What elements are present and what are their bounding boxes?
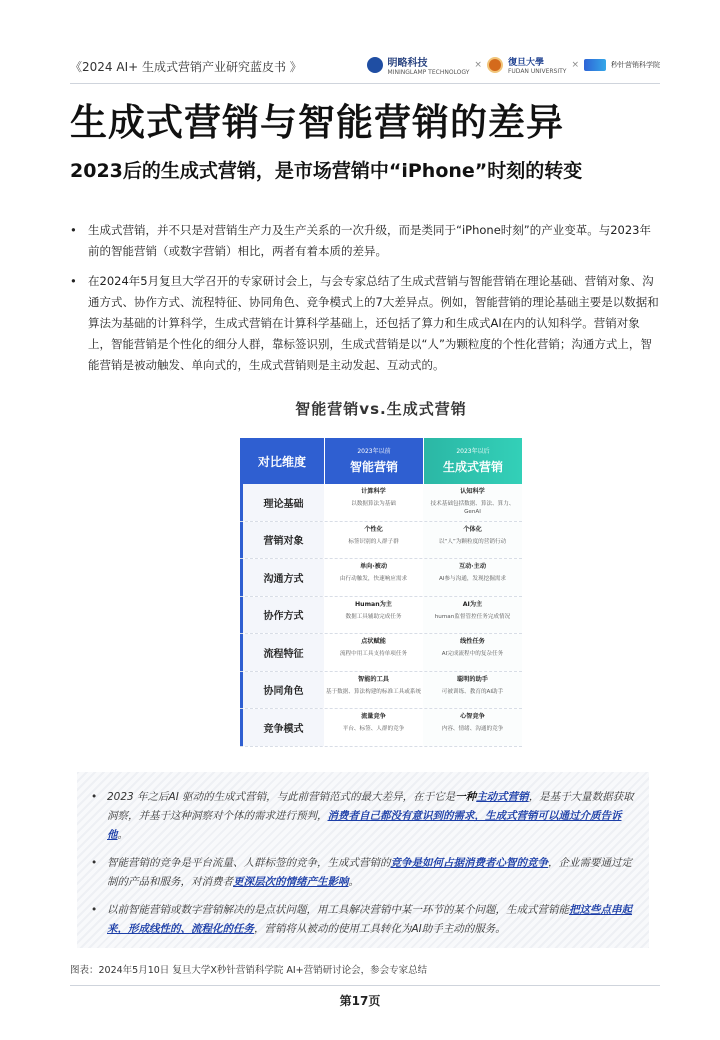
bullet-dot: • [70,223,77,237]
smart-marketing-cell: 智能的工具 基于数据、算法构建的标准工具或系统 [325,675,422,695]
fudan-seal-icon [487,57,503,73]
page-header [70,52,660,82]
logo-separator: × [571,60,579,70]
comparison-table [240,438,522,747]
generative-marketing-cell: 认知科学 技术基础包括数据、算法、算力、GenAI [423,484,522,521]
row-dimension: 理论基础 [240,484,324,521]
table-row [240,559,522,597]
generative-marketing-cell: 个体化 以“人”为颗粒度的营销行动 [423,522,522,559]
bullet-item: • 在2024年5月复旦大学召开的专家研讨会上，与会专家总结了生成式营销与智能营销在理论基础、营销对象、沟通方式、协作方式、流程特征、协同角色、竞争模式上的7大差异点。例如，智能营销的理论基础主要是以数据和算法为基础的计算科学，生成式营销在计算科学基础上，还包括了算力和生成式AI在内的认知科学。营销对象上，智能营销是个性化的细分人群，靠标签识别，生成式营销是以“人”为颗粒度的个性化营销；沟通方式上，智能营销是被动触发、单向式的，生成式营销则是主动发起、互动式的。 [70,271,660,376]
generative-marketing-cell: 聪明的助手 可被训练、教育的AI助手 [423,672,522,709]
header-generative-marketing: 2023年以后 生成式营销 [423,438,522,484]
generative-marketing-cell: 互动·主动 AI参与沟通，发现挖掘需求 [423,559,522,596]
footer-divider [70,985,660,986]
miaozhen-logo-icon [584,59,606,71]
bullet-dot: • [91,857,98,869]
table-row [240,672,522,710]
row-dimension: 营销对象 [240,522,324,559]
page-number: 第17页 [339,994,381,1008]
generative-marketing-cell: AI为主 human监督管控任务完成情况 [423,597,522,634]
smart-marketing-cell: 流量竞争 平台、标签、人群的竞争 [342,713,405,732]
insight-item: • 以前智能营销或数字营销解决的是点状问题，用工具解决营销中某一环节的某个问题，生成式营销能把这些点串起来，形成线性的、流程化的任务，营销将从被动的使用工具转化为AI助手主动的服务。 [91,901,635,939]
table-body [240,484,522,747]
smart-marketing-cell: Human为主 数据工具辅助完成任务 [345,600,402,620]
mingluo-logo: 明略科技 MININGLAMP TECHNOLOGY [387,58,470,76]
miaozhen-logo: 秒针营销科学院 [611,60,660,69]
smart-marketing-cell: 计算科学 以数据算法为基础 [351,488,396,507]
header-smart-marketing: 2023年以前 智能营销 [324,438,423,484]
header-divider [70,83,660,84]
figure-source: 图表：2024年5月10日 复旦大学X秒针营销科学院 AI+营销研讨论会，参会专家总结 [70,965,428,976]
logo-separator: × [474,60,482,70]
figure-title: 智能营销vs.生成式营销 [295,400,467,418]
smart-marketing-cell: 个性化 标签识别的人群子群 [348,525,399,545]
header-dimension: 对比维度 [240,438,324,484]
mingluo-logo-icon [367,57,383,73]
table-row [240,709,522,747]
bullet-dot: • [91,791,98,803]
bullet-dot: • [70,274,77,288]
page-subtitle: 2023后的生成式营销，是市场营销中“iPhone”时刻的转变 [70,160,583,182]
insight-item: • 智能营销的竞争是平台流量、人群标签的竞争，生成式营销的竞争是如何占据消费者心智的竞争，企业需要通过定制的产品和服务，对消费者更深层次的情绪产生影响。 [91,854,635,892]
row-dimension: 协同角色 [240,672,324,709]
body-bullets [70,220,660,385]
bullet-item: • 生成式营销，并不只是对营销生产力及生产关系的一次升级，而是类同于“iPhone时刻”的产业变革。与2023年前的智能营销（或数字营销）相比，两者有着本质的差异。 [70,220,660,262]
smart-marketing-cell: 点状赋能 流程中用工具支持单项任务 [339,638,408,657]
page-title: 生成式营销与智能营销的差异 [70,101,564,144]
partner-logos [367,54,660,76]
table-row [240,484,522,522]
table-row [240,634,522,672]
row-dimension: 沟通方式 [240,559,324,596]
table-row [240,597,522,635]
fudan-logo: 復旦大學 FUDAN UNIVERSITY [507,58,567,75]
row-dimension: 协作方式 [240,597,324,634]
smart-marketing-cell: 单向·被动 由行动触发，快速响应需求 [339,563,408,582]
key-insights-box [77,772,649,948]
table-header [240,438,522,484]
bullet-dot: • [91,904,98,916]
row-dimension: 流程特征 [240,634,324,671]
generative-marketing-cell: 心智竞争 内容、情绪、沟通的竞争 [423,709,522,746]
generative-marketing-cell: 线性任务 AI完成流程中的复杂任务 [423,634,522,671]
table-row [240,522,522,560]
comparison-figure [240,398,522,760]
insight-item: • 2023 年之后AI 驱动的生成式营销，与此前营销范式的最大差异，在于它是一种主动式营销，是基于大量数据获取洞察，并基于这种洞察对个体的需求进行预判，消费者自己都没有意识到的需求，生成式营销可以通过介质告诉他。 [91,788,635,845]
document-title: 《2024 AI+ 生成式营销产业研究蓝皮书 》 [70,60,302,74]
row-dimension: 竞争模式 [240,709,324,746]
